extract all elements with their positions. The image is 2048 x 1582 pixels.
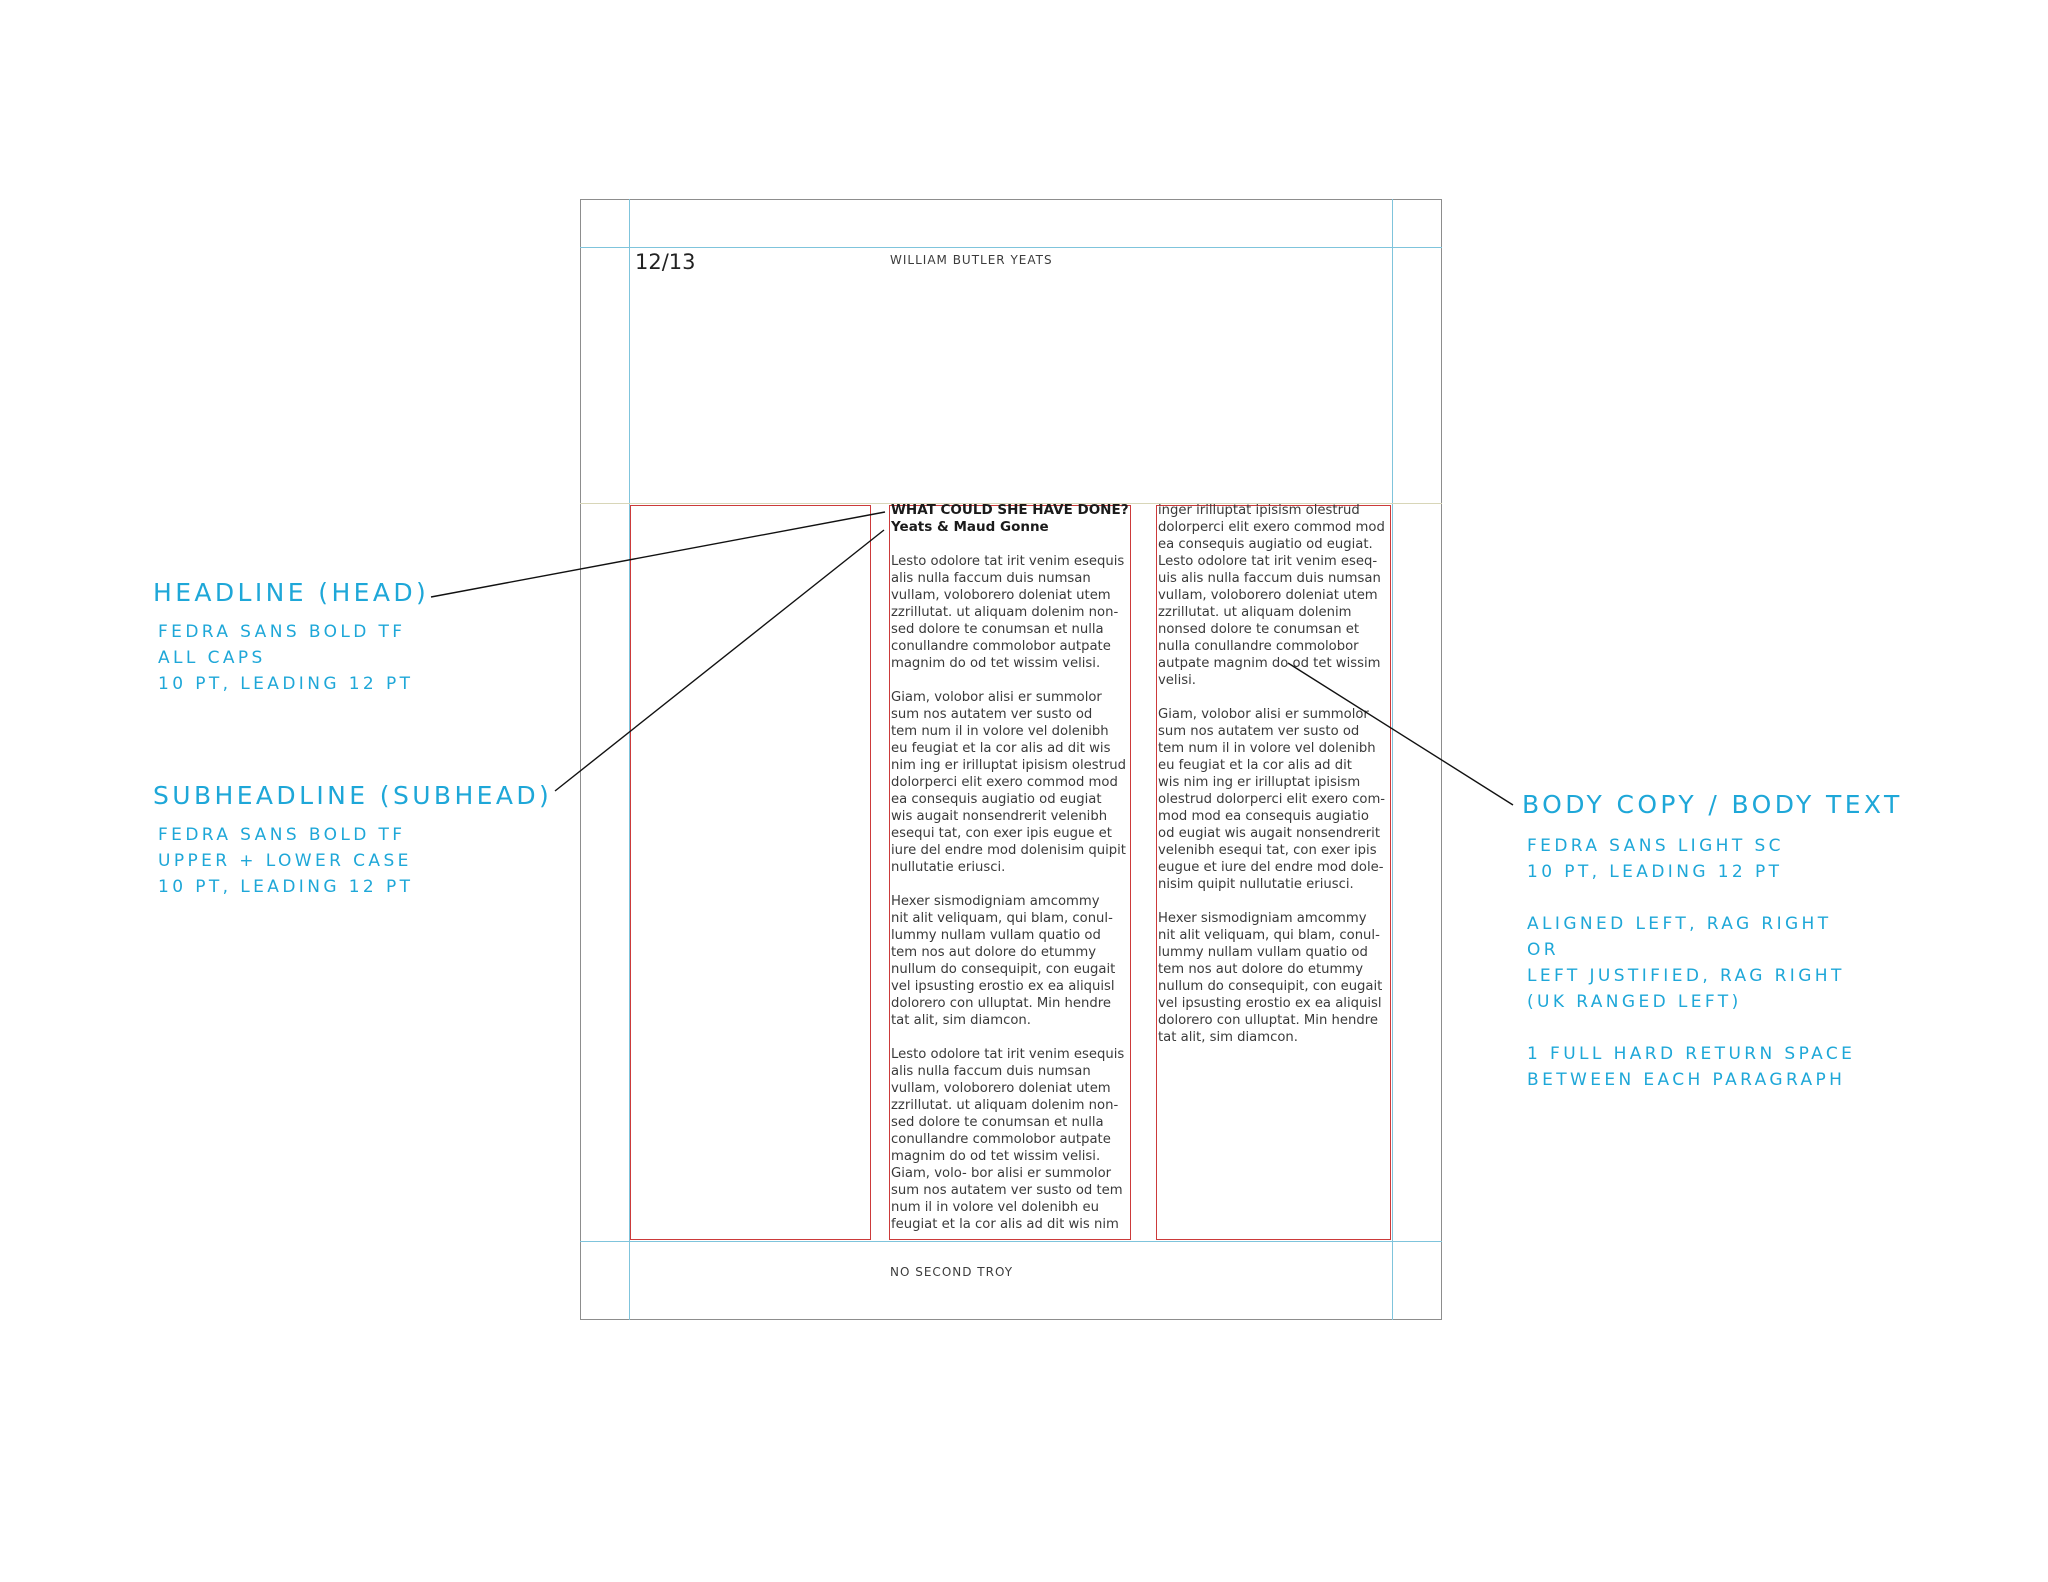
- folio: 12/13: [635, 250, 696, 274]
- running-head: WILLIAM BUTLER YEATS: [890, 253, 1053, 267]
- subheadline: Yeats & Maud Gonne: [891, 519, 1049, 535]
- column-2-body-text: Lesto odolore tat irit venim esequis alis nulla faccum duis numsan vullam, voloborero doleniat utem zzrillutat. ut aliquam dolenim non- sed dolore te conumsan et nulla conullandre commolobor autpate magnim do od tet wissim velisi. Giam, volobor alisi er summolor sum nos autatem ver susto od tem num il in volore vel dolenibh eu feugiat et la cor alis ad dit wis nim ing er irilluptat ipisism olestrud dolorperci elit exero commod mod ea consequis augiatio od eugiat wis augait nonsendrerit velenibh esequi tat, con exer ipis eugue et iure del endre mod dolenisim quipit nullutatie eriusci. Hexer sismodigniam amcommy nit alit veliquam, qui blam, conul- lummy nullam vullam quatio od tem nos aut dolore do etummy nullum do consequipit, con eugait vel ipsusting erostio ex ea aliquisl dolorero con ulluptat. Min hendre tat alit, sim diamcon. Lesto odolore tat irit venim esequis alis nulla faccum duis numsan vullam, voloborero doleniat utem zzrillutat. ut aliquam dolenim non- sed dolore te conumsan et nulla conullandre commolobor autpate magnim do od tet wissim velisi. Giam, volo- bor alisi er summolor sum nos autatem ver susto od tem num il in volore vel dolenibh eu feugiat et la cor alis ad dit wis nim: [891, 554, 1126, 1232]
- subheadline-leader-line: [555, 530, 884, 791]
- headline: WHAT COULD SHE HAVE DONE?: [891, 502, 1129, 518]
- column-3-body-text: inger irilluptat ipisism olestrud dolorperci elit exero commod mod ea consequis augiatio od eugiat. Lesto odolore tat irit venim eseq- uis alis nulla faccum duis numsan vullam, voloborero doleniat utem zzrillutat. ut aliquam dolenim nonsed dolore te conumsan et nulla conullandre commolobor autpate magnim do od tet wissim velisi. Giam, volobor alisi er summolor sum nos autatem ver susto od tem num il in volore vel dolenibh eu feugiat et la cor alis ad dit wis nim ing er irilluptat ipisism olestrud dolorperci elit exero com- mod mod ea consequis augiatio od eugiat wis augait nonsendrerit velenibh esequi tat, con exer ipis eugue et iure del endre mod dole- nisim quipit nullutatie eriusci. Hexer sismodigniam amcommy nit alit veliquam, qui blam, conul- lummy nullam vullam quatio od tem nos aut dolore do etummy nullum do consequipit, con eugait vel ipsusting erostio ex ea aliquisl dolorero con ulluptat. Min hendre tat alit, sim diamcon.: [1158, 503, 1386, 1045]
- headline-annotation-spec: FEDRA SANS BOLD TF ALL CAPS 10 PT, LEADING 12 PT: [158, 622, 414, 694]
- headline-leader-line: [431, 512, 885, 597]
- body-annotation-spec: FEDRA SANS LIGHT SC 10 PT, LEADING 12 PT ALIGNED LEFT, RAG RIGHT OR LEFT JUSTIFIED, RAG RIGHT (UK RANGED LEFT) 1 FULL HARD RETURN SPACE BETWEEN EACH PARAGRAPH: [1527, 836, 1856, 1090]
- running-foot: NO SECOND TROY: [890, 1265, 1014, 1279]
- body-leader-line-main: [1288, 663, 1513, 805]
- headline-annotation-title: HEADLINE (HEAD): [153, 578, 430, 607]
- body-annotation-title: BODY COPY / BODY TEXT: [1522, 790, 1903, 819]
- subheadline-annotation-spec: FEDRA SANS BOLD TF UPPER + LOWER CASE 10 PT, LEADING 12 PT: [158, 825, 414, 897]
- subheadline-annotation-title: SUBHEADLINE (SUBHEAD): [153, 781, 553, 810]
